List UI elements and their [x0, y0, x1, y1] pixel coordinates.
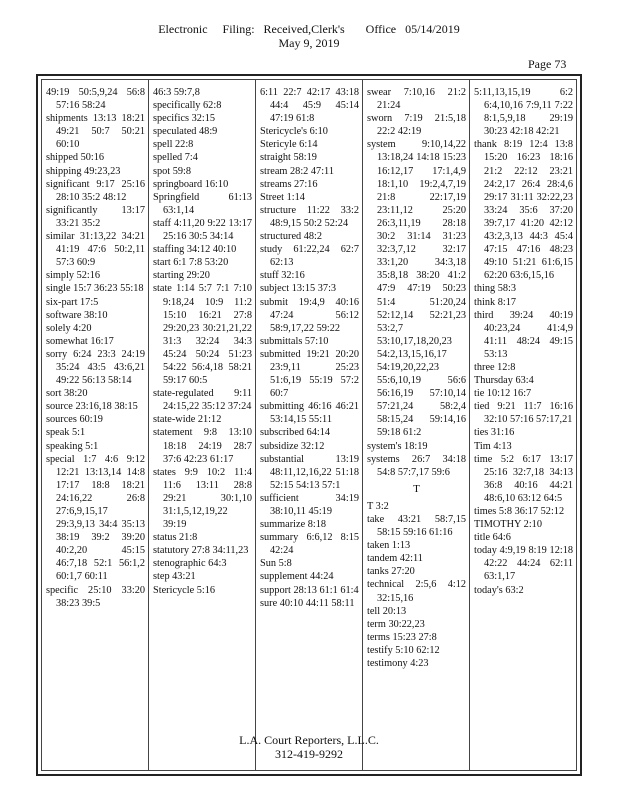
index-entry: tandem 42:11 [367, 553, 423, 565]
reporter-phone: 312-419-9292 [275, 747, 343, 761]
index-entry: stuff 32:16 [260, 270, 305, 282]
index-entry: support 28:13 61:1 61:4 [260, 584, 359, 596]
index-entry: swear 7:10,16 21:2 21:24 [367, 87, 466, 112]
index-entry: times 5:8 36:17 52:12 [474, 506, 565, 517]
index-entry: subject 13:15 37:3 [260, 283, 337, 295]
index-entry: step 43:21 [153, 571, 196, 583]
index-entry: third 39:24 40:19 40:23,24 41:4,9 41:11 48:24 49:15 53:13 [474, 309, 573, 360]
index-entry: speculated 48:9 [153, 126, 218, 138]
index-entry: solely 4:20 [46, 322, 92, 334]
index-entry: T 3:2 [367, 500, 389, 512]
index-entry: specifically 62:8 [153, 100, 222, 112]
index-entry: study 61:22,24 62:7 62:13 [260, 244, 359, 269]
index-entry: statutory 27:8 34:11,23 [153, 545, 249, 557]
index-entry: structure 11:22 33:2 48:9,15 50:2 52:24 [260, 204, 359, 229]
index-entry: sources 60:19 [46, 414, 103, 426]
index-entry: sworn 7:19 21:5,18 22:2 42:19 [367, 113, 466, 138]
index-entry: thank 8:19 12:4 13:8 15:20 16:23 18:16 21:2 22:12 23:21 24:2,17 26:4 28:4,6 29:17 31:11 32:22,23 33:24 35:6 37:20 39:7,17 41:20 42:12 43:2,3,13 44:3 45:4 47:15 47:16 48:23 49:10 51:21 61:6,15 62:20 63:6,15,16 [474, 139, 573, 282]
index-entry: somewhat 16:17 [46, 335, 114, 347]
page-number: Page 73 [528, 57, 567, 71]
index-entry: speaking 5:1 [46, 440, 99, 452]
index-entry: straight 58:19 [260, 152, 317, 164]
index-entry: similar 31:13,22 34:21 41:19 47:6 50:2,11 57:3 60:9 [46, 231, 145, 269]
index-entry: staffing 34:12 40:10 [153, 244, 237, 256]
index-entry: software 38:10 [46, 309, 108, 321]
index-column-5 [470, 80, 576, 770]
index-entry: stream 28:2 47:11 [260, 165, 334, 177]
index-entry: technical 2:5,6 4:12 32:15,16 [367, 579, 466, 604]
index-entry: sufficient 34:19 38:10,11 45:19 [260, 492, 359, 517]
index-entry: 6:11 22:7 42:17 43:18 44:4 45:9 45:14 47:19 61:8 [260, 87, 359, 125]
document-header [0, 22, 618, 50]
index-entry: 5:11,13,15,19 6:2 6:4,10,16 7:9,11 7:22 8:1,5,9,18 29:19 30:23 42:18 42:21 [474, 87, 573, 138]
reporter-company: L.A. Court Reporters, L.L.C. [239, 733, 379, 747]
index-entry: time 5:2 6:17 13:17 25:16 32:7,18 34:13 36:8 40:16 44:21 48:6,10 63:12 64:5 [474, 453, 573, 504]
index-entry: significantly 13:17 33:21 35:2 [46, 204, 145, 229]
index-entry: Stericycle's 6:10 [260, 126, 328, 138]
index-entry: spell 22:8 [153, 139, 194, 151]
index-entry: systems 26:7 34:18 54:8 57:7,17 59:6 [367, 453, 466, 478]
index-entry: streams 27:16 [260, 178, 318, 190]
index-entry: state-regulated 9:11 24:15,22 35:12 37:24 [153, 388, 252, 413]
index-entry: submitted 19:21 20:20 23:9,11 25:23 51:6,19 55:19 57:2 60:7 [260, 348, 359, 400]
index-entry: Springfield 61:13 63:1,14 [153, 191, 252, 216]
index-entry: starting 29:20 [153, 270, 210, 282]
letter-section-heading: T [413, 482, 420, 495]
index-entry: tanks 27:20 [367, 566, 415, 578]
deposition-date: May 9, 2019 [278, 36, 340, 50]
index-entry: Stericycle 5:16 [153, 584, 216, 596]
index-entry: sort 38:20 [46, 388, 88, 400]
index-entry: summarize 8:18 [260, 519, 327, 531]
index-entry: Sun 5:8 [260, 558, 292, 570]
index-entry: terms 15:23 27:8 [367, 631, 437, 643]
index-entry: six-part 17:5 [46, 296, 99, 308]
index-entry: 49:19 50:5,9,24 56:8 57:16 58:24 [46, 87, 145, 112]
index-entry: take 43:21 58:7,15 58:15 59:16 61:16 [367, 514, 466, 539]
index-column-1 [42, 80, 149, 770]
index-entry: sorry 6:24 23:3 24:19 35:24 43:5 43:6,21 49:22 56:13 58:14 [46, 348, 145, 387]
index-entry: taken 1:13 [367, 540, 411, 552]
index-entry: tied 9:21 11:7 16:16 32:10 57:16 57:17,21 [474, 401, 573, 426]
index-entry: today's 63:2 [474, 584, 524, 596]
index-entry: thing 58:3 [474, 283, 517, 295]
index-entry: state-wide 21:12 [153, 414, 222, 426]
index-entry: tie 10:12 16:7 [474, 388, 532, 400]
index-entry: Stericyle 6:14 [260, 139, 318, 151]
index-entry: Street 1:14 [260, 191, 305, 203]
index-entry: speak 5:1 [46, 427, 86, 439]
index-entry: testify 5:10 62:12 [367, 644, 440, 656]
index-entry: spot 59:8 [153, 165, 192, 177]
index-entry: shipping 49:23,23 [46, 165, 121, 177]
index-entry: ties 31:16 [474, 427, 515, 439]
index-entry: source 23:16,18 38:15 [46, 401, 138, 413]
index-entry: staff 4:11,20 9:22 13:17 25:16 30:5 34:14 [153, 217, 252, 243]
index-entry: system's 18:19 [367, 440, 428, 452]
index-entry: system 9:10,14,22 13:18,24 14:18 15:23 16:12,17 17:1,4,9 18:1,10 19:2,4,7,19 21:8 22:17,19 23:11,12 25:20 26:3,11,19 28:18 30:2 31:14 31:23 32:3,7,12 32:17 33:1,20 34:3,18 35:8,18 38:20 41:2 47:9 47:19 50:23 51:4 51:20,24 52:12,14 52:21,23 53:2,7 53:10,17,18,20,23 54:2,13,15,16,17 54:19,20,22,23 55:6,10,19 56:6 56:16,19 57:10,14 57:21,24 58:2,4 58:15,24 59:14,16 59:18 61:2 [367, 139, 466, 439]
index-entry: 46:3 59:7,8 [153, 87, 200, 98]
index-entry: subsidize 32:12 [260, 440, 325, 452]
index-entry: three 12:8 [474, 361, 516, 373]
index-entry: think 8:17 [474, 296, 517, 308]
index-entry: shipments 13:13 18:21 49:21 50:7 50:21 60:10 [46, 113, 145, 151]
index-entry: specifics 32:15 [153, 113, 216, 125]
index-entry: summary 6:6,12 8:15 42:24 [260, 532, 359, 557]
index-entry: today 4:9,19 8:19 12:18 42:22 44:24 62:11 63:1,17 [474, 545, 573, 583]
index-entry: stenographic 64:3 [153, 558, 227, 570]
index-entry: substantial 13:19 48:11,12,16,22 51:18 52:15 54:13 57:1 [260, 453, 359, 491]
index-entry: shipped 50:16 [46, 152, 105, 164]
index-entry: spelled 7:4 [153, 152, 198, 164]
index-entry: Thursday 63:4 [474, 375, 534, 387]
index-entry: TIMOTHY 2:10 [474, 519, 542, 531]
index-entry: state 1:14 5:7 7:1 7:10 9:18,24 10:9 11:2 15:10 16:21 27:8 29:20,23 30:21,21,22 31:3 32:24 34:3 45:24 50:24 51:23 54:22 56:4,18 58:21 59:17 60:5 [153, 283, 252, 387]
word-index-columns [42, 80, 576, 770]
index-entry: submittals 57:10 [260, 335, 329, 347]
index-entry: term 30:22,23 [367, 618, 425, 630]
index-entry: title 64:6 [474, 532, 511, 544]
index-entry: single 15:7 36:23 55:18 [46, 283, 144, 295]
index-column-3 [256, 80, 363, 770]
index-entry: sure 40:10 44:11 58:11 [260, 597, 355, 609]
index-entry: statement 9:8 13:10 18:18 24:19 28:7 37:6 42:23 61:17 [153, 427, 252, 465]
index-entry: tell 20:13 [367, 605, 407, 617]
index-entry: testimony 4:23 [367, 658, 429, 670]
index-entry: specific 25:10 33:20 38:23 39:5 [46, 584, 145, 609]
index-entry: springboard 16:10 [153, 178, 229, 190]
index-entry: start 6:1 7:8 53:20 [153, 257, 229, 269]
index-entry: submit 19:4,9 40:16 47:24 56:12 58:9,17,22 59:22 [260, 296, 359, 334]
index-column-4 [363, 80, 470, 770]
filing-stamp-line: Electronic Filing: Received,Clerk's Office 05/14/2019 [158, 22, 460, 36]
index-column-2 [149, 80, 256, 770]
document-footer [0, 733, 618, 761]
index-entry: simply 52:16 [46, 270, 101, 282]
index-entry: states 9:9 10:2 11:4 11:6 13:11 28:8 29:21 30:1,10 31:1,5,12,19,22 39:19 [153, 466, 252, 531]
index-entry: special 1:7 4:6 9:12 12:21 13:13,14 14:8 17:17 18:8 18:21 24:16,22 26:8 27:6,9,15,17 29:3,9,13 34:4 35:13 38:19 39:2 39:20 40:2,20 45:15 46:7,18 52:1 56:1,2 60:1,7 60:11 [46, 453, 145, 583]
index-entry: supplement 44:24 [260, 571, 334, 583]
index-frame [36, 74, 582, 776]
index-entry: Tim 4:13 [474, 440, 512, 452]
index-inner-border [41, 79, 577, 771]
index-entry: submitting 46:16 46:21 53:14,15 55:11 [260, 401, 359, 426]
index-entry: subscribed 64:14 [260, 427, 331, 439]
index-entry: status 21:8 [153, 532, 198, 544]
index-entry: significant 9:17 25:16 28:10 35:2 48:12 [46, 178, 145, 203]
index-entry: structured 48:2 [260, 231, 323, 243]
